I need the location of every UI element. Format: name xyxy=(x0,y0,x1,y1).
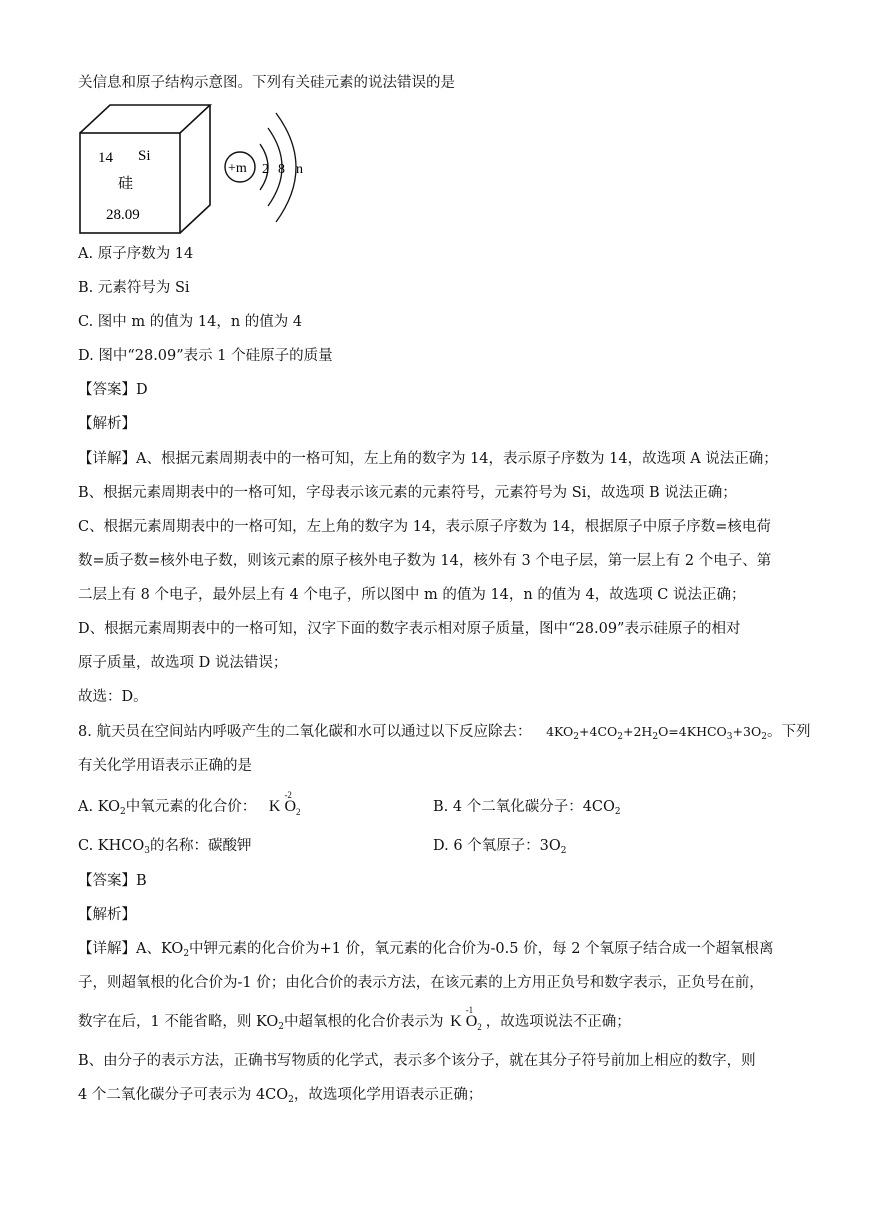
q8-option-b: B. 4 个二氧化碳分子：$4CO_2$ xyxy=(433,799,621,817)
q8-analysis-heading: 【解析】 xyxy=(78,907,136,923)
q8-detail-line: 数字在后，1 不能省略，则 $KO_2$中超氧根的化合价表示为 K -1 $O_2$ ，故选项说法不正确； xyxy=(78,1012,631,1035)
element-card-diagram xyxy=(76,102,216,237)
intro-text: 关信息和原子结构示意图。下列有关硅元素的说法错误的是 xyxy=(78,75,455,91)
shell-2-electrons: 8 xyxy=(278,162,285,177)
q7-option-a: A. 原子序数为 14 xyxy=(78,246,194,262)
q7-detail-line: B、根据元素周期表中的一格可知，字母表示该元素的元素符号，元素符号为 Si，故选项 B 说法正确； xyxy=(78,485,737,501)
element-symbol: Si xyxy=(138,148,151,164)
q8-stem-text: 8. 航天员在空间站内呼吸产生的二氧化碳和水可以通过以下反应除去： xyxy=(78,724,532,740)
q7-detail-line: C、根据元素周期表中的一格可知，左上角的数字为 14，表示原子序数为 14，根据原子中原子序数=核电荷 xyxy=(78,519,771,535)
q7-option-d: D. 图中“28.09”表示 1 个硅原子的质量 xyxy=(78,348,333,364)
atom-structure-diagram xyxy=(218,110,318,226)
q7-detail-line: 原子质量，故选项 D 说法错误； xyxy=(78,655,288,671)
q7-option-c: C. 图中 m 的值为 14，n 的值为 4 xyxy=(78,314,303,330)
valence-notation: K -1 $O_2$ xyxy=(450,1005,482,1032)
q7-analysis-heading: 【解析】 xyxy=(78,416,136,432)
element-number: 14 xyxy=(98,150,113,166)
q7-detail-line: 【详解】A、根据元素周期表中的一格可知，左上角的数字为 14，表示原子序数为 14，故选项 A 说法正确； xyxy=(78,451,778,467)
nucleus-charge: +m xyxy=(228,161,247,176)
shell-3-electrons: n xyxy=(296,162,303,177)
q7-option-b: B. 元素符号为 Si xyxy=(78,280,190,296)
q7-conclusion: 故选：D。 xyxy=(78,689,148,705)
q8-detail-line: 【详解】A、$KO_2$中钾元素的化合价为+1 价，氧元素的化合价为-0.5 价，每 2 个氧原子结合成一个超氧根离 xyxy=(78,941,774,959)
q7-detail-line: D、根据元素周期表中的一格可知，汉字下面的数字表示相对原子质量，图中“28.09”表示硅原子的相对 xyxy=(78,621,741,637)
q8-option-c: C. $KHCO_3$的名称：碳酸钾 xyxy=(78,838,252,856)
q7-detail-line: 二层上有 8 个电子，最外层上有 4 个电子，所以图中 m 的值为 14，n 的值为 4，故选项 C 说法正确； xyxy=(78,587,746,603)
q8-detail-line: 子，则超氧根的化合价为-1 价；由化合价的表示方法，在该元素的上方用正负号和数字表示，正负号在前， xyxy=(78,975,764,991)
q8-answer: 【答案】B xyxy=(78,873,147,889)
valence-notation: K -2 $O_2$ xyxy=(268,790,301,817)
element-name: 硅 xyxy=(118,176,134,192)
q7-answer: 【答案】D xyxy=(78,382,148,398)
element-mass: 28.09 xyxy=(106,207,140,223)
q8-option-d: D. 6 个氧原子：$3O_2$ xyxy=(433,838,567,856)
q8-stem-tail: 。下列 xyxy=(766,724,811,740)
q8-equation: $4KO_2+4CO_2+2H_2O=4KHCO_3+3O_2$ xyxy=(546,724,767,742)
q8-detail-line: B、由分子的表示方法，正确书写物质的化学式，表示多个该分子，就在其分子符号前加上相应的数字，则 xyxy=(78,1053,756,1069)
shell-1-electrons: 2 xyxy=(262,162,269,177)
q8-detail-line: 4 个二氧化碳分子可表示为 $4CO_2$，故选项化学用语表示正确； xyxy=(78,1087,483,1105)
q8-stem-line-1 xyxy=(78,722,810,742)
q8-option-a: A. $KO_2$中氧元素的化合价： K -2 $O_2$ xyxy=(78,797,301,820)
q8-stem-line-2: 有关化学用语表示正确的是 xyxy=(78,758,252,774)
q7-detail-line: 数=质子数=核外电子数，则该元素的原子核外电子数为 14，核外有 3 个电子层，第一层上有 2 个电子、第 xyxy=(78,553,772,569)
